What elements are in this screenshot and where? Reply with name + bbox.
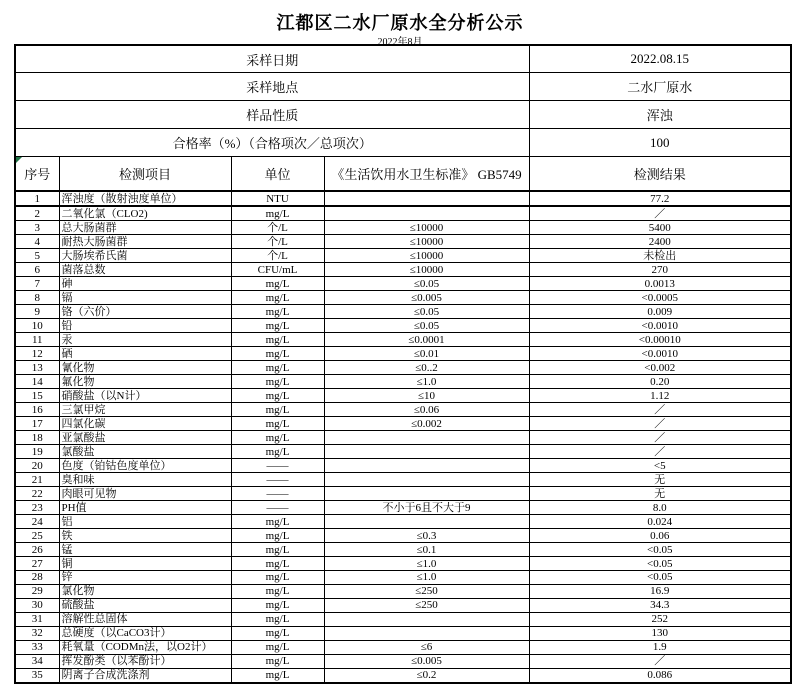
table-row — [15, 277, 791, 291]
cell-unit: mg/L — [231, 431, 324, 445]
info-row-sample-date — [15, 45, 791, 73]
cell-item: 砷 — [59, 277, 231, 291]
cell-unit: mg/L — [231, 612, 324, 626]
table-row — [15, 206, 791, 221]
cell-result: <0.00010 — [529, 333, 791, 347]
cell-item: 硒 — [59, 347, 231, 361]
cell-unit: mg/L — [231, 206, 324, 221]
table-row — [15, 305, 791, 319]
cell-standard: ≤250 — [324, 584, 529, 598]
cell-standard: ≤10000 — [324, 235, 529, 249]
cell-result: 34.3 — [529, 598, 791, 612]
cell-item: 肉眼可见物 — [59, 487, 231, 501]
cell-unit: CFU/mL — [231, 263, 324, 277]
cell-seq: 15 — [15, 389, 59, 403]
cell-seq: 4 — [15, 235, 59, 249]
cell-item: 铁 — [59, 529, 231, 543]
cell-unit: mg/L — [231, 445, 324, 459]
cell-unit: 个/L — [231, 249, 324, 263]
cell-result: 无 — [529, 473, 791, 487]
cell-unit: mg/L — [231, 640, 324, 654]
table-row — [15, 235, 791, 249]
cell-seq: 32 — [15, 626, 59, 640]
cell-result: 无 — [529, 487, 791, 501]
cell-standard — [324, 431, 529, 445]
cell-standard — [324, 445, 529, 459]
cell-seq: 35 — [15, 668, 59, 683]
cell-item: 耐热大肠菌群 — [59, 235, 231, 249]
cell-standard — [324, 206, 529, 221]
table-row — [15, 417, 791, 431]
table-row — [15, 459, 791, 473]
cell-unit: —— — [231, 459, 324, 473]
cell-unit: 个/L — [231, 235, 324, 249]
cell-seq: 12 — [15, 347, 59, 361]
cell-unit: mg/L — [231, 375, 324, 389]
cell-seq: 1 — [15, 191, 59, 206]
cell-result: ／ — [529, 654, 791, 668]
info-section — [15, 45, 791, 191]
page-title: 江都区二水厂原水全分析公示 — [276, 13, 524, 33]
cell-seq: 28 — [15, 571, 59, 585]
table-row — [15, 543, 791, 557]
table-row — [15, 473, 791, 487]
cell-seq: 19 — [15, 445, 59, 459]
cell-unit: mg/L — [231, 515, 324, 529]
cell-standard: ≤1.0 — [324, 571, 529, 585]
cell-seq: 34 — [15, 654, 59, 668]
page-subtitle: 2022年8月 — [377, 37, 423, 48]
cell-item: 挥发酚类（以苯酚计） — [59, 654, 231, 668]
table-row — [15, 291, 791, 305]
cell-result: <0.0005 — [529, 291, 791, 305]
cell-unit: mg/L — [231, 361, 324, 375]
cell-result: 未检出 — [529, 249, 791, 263]
pass-rate-label: 合格率（%）（合格项次／总项次） — [15, 129, 529, 157]
cell-seq: 13 — [15, 361, 59, 375]
cell-seq: 3 — [15, 221, 59, 235]
cell-seq: 14 — [15, 375, 59, 389]
cell-item: 浑浊度（散射浊度单位） — [59, 191, 231, 206]
cell-unit: mg/L — [231, 347, 324, 361]
cell-item: 硝酸盐（以N计） — [59, 389, 231, 403]
cell-seq: 10 — [15, 319, 59, 333]
cell-seq: 17 — [15, 417, 59, 431]
cell-unit: mg/L — [231, 584, 324, 598]
cell-result: 0.086 — [529, 668, 791, 683]
cell-result: <5 — [529, 459, 791, 473]
cell-seq: 20 — [15, 459, 59, 473]
cell-item: 铜 — [59, 557, 231, 571]
cell-unit: mg/L — [231, 319, 324, 333]
cell-item: 总硬度（以CaCO3计） — [59, 626, 231, 640]
cell-seq: 31 — [15, 612, 59, 626]
cell-unit: mg/L — [231, 529, 324, 543]
info-row-sample-nature — [15, 101, 791, 129]
cell-result: <0.002 — [529, 361, 791, 375]
cell-unit: 个/L — [231, 221, 324, 235]
cell-item: 氯化物 — [59, 584, 231, 598]
cell-result: 8.0 — [529, 501, 791, 515]
cell-standard — [324, 515, 529, 529]
cell-item: 铅 — [59, 319, 231, 333]
cell-result: 5400 — [529, 221, 791, 235]
cell-item: 四氯化碳 — [59, 417, 231, 431]
cell-result: ／ — [529, 206, 791, 221]
table-row — [15, 389, 791, 403]
table-row — [15, 557, 791, 571]
cell-seq: 6 — [15, 263, 59, 277]
header-standard: 《生活饮用水卫生标准》 GB5749 — [324, 157, 529, 191]
cell-unit: mg/L — [231, 557, 324, 571]
cell-standard — [324, 459, 529, 473]
cell-seq: 22 — [15, 487, 59, 501]
cell-standard: ≤10 — [324, 389, 529, 403]
cell-item: 耗氧量（CODMn法，以O2计） — [59, 640, 231, 654]
cell-result: 270 — [529, 263, 791, 277]
sample-location-label: 采样地点 — [15, 73, 529, 101]
cell-seq: 25 — [15, 529, 59, 543]
sample-date-label: 采样日期 — [15, 45, 529, 73]
cell-seq: 11 — [15, 333, 59, 347]
cell-unit: mg/L — [231, 571, 324, 585]
cell-standard: ≤0.06 — [324, 403, 529, 417]
cell-item: 溶解性总固体 — [59, 612, 231, 626]
cell-standard: ≤0.005 — [324, 654, 529, 668]
sample-location-value: 二水厂原水 — [529, 73, 791, 101]
cell-standard: ≤10000 — [324, 249, 529, 263]
cell-unit: —— — [231, 473, 324, 487]
cell-unit: mg/L — [231, 626, 324, 640]
table-row — [15, 249, 791, 263]
cell-item: 臭和味 — [59, 473, 231, 487]
green-corner-marker-icon — [16, 157, 22, 163]
cell-unit: NTU — [231, 191, 324, 206]
cell-unit: —— — [231, 501, 324, 515]
cell-standard: ≤1.0 — [324, 557, 529, 571]
cell-unit: mg/L — [231, 333, 324, 347]
cell-item: 铝 — [59, 515, 231, 529]
cell-standard: ≤0.3 — [324, 529, 529, 543]
cell-standard: ≤6 — [324, 640, 529, 654]
cell-item: 总大肠菌群 — [59, 221, 231, 235]
cell-unit: mg/L — [231, 403, 324, 417]
cell-standard: ≤1.0 — [324, 375, 529, 389]
table-row — [15, 668, 791, 683]
water-analysis-table — [14, 44, 792, 684]
cell-result: 1.9 — [529, 640, 791, 654]
cell-item: 锌 — [59, 571, 231, 585]
header-result: 检测结果 — [529, 157, 791, 191]
cell-seq: 33 — [15, 640, 59, 654]
cell-result: <0.0010 — [529, 347, 791, 361]
cell-item: 色度（铂钴色度单位） — [59, 459, 231, 473]
cell-result: 16.9 — [529, 584, 791, 598]
table-row — [15, 431, 791, 445]
cell-seq: 2 — [15, 206, 59, 221]
header-item: 检测项目 — [59, 157, 231, 191]
table-row — [15, 445, 791, 459]
pass-rate-value: 100 — [529, 129, 791, 157]
cell-standard: ≤0.05 — [324, 277, 529, 291]
cell-item: 氰化物 — [59, 361, 231, 375]
table-row — [15, 263, 791, 277]
table-row — [15, 626, 791, 640]
cell-item: 锰 — [59, 543, 231, 557]
cell-seq: 26 — [15, 543, 59, 557]
cell-standard: ≤0.002 — [324, 417, 529, 431]
table-row — [15, 612, 791, 626]
cell-unit: mg/L — [231, 305, 324, 319]
cell-seq: 16 — [15, 403, 59, 417]
table-row — [15, 640, 791, 654]
cell-item: 大肠埃希氏菌 — [59, 249, 231, 263]
table-row — [15, 584, 791, 598]
cell-standard: ≤0.05 — [324, 319, 529, 333]
cell-standard: ≤0.005 — [324, 291, 529, 305]
table-row — [15, 347, 791, 361]
header-unit: 单位 — [231, 157, 324, 191]
table-row — [15, 515, 791, 529]
table-header-row — [15, 157, 791, 191]
cell-item: PH值 — [59, 501, 231, 515]
cell-item: 氟化物 — [59, 375, 231, 389]
cell-item: 硫酸盐 — [59, 598, 231, 612]
info-row-sample-location — [15, 73, 791, 101]
cell-standard — [324, 473, 529, 487]
table-row — [15, 501, 791, 515]
cell-result: <0.05 — [529, 543, 791, 557]
table-row — [15, 191, 791, 206]
cell-unit: mg/L — [231, 668, 324, 683]
cell-item: 三氯甲烷 — [59, 403, 231, 417]
cell-result: 0.0013 — [529, 277, 791, 291]
table-row — [15, 598, 791, 612]
cell-result: <0.05 — [529, 571, 791, 585]
cell-seq: 9 — [15, 305, 59, 319]
cell-seq: 27 — [15, 557, 59, 571]
cell-standard: ≤0.2 — [324, 668, 529, 683]
table-row — [15, 361, 791, 375]
cell-seq: 24 — [15, 515, 59, 529]
cell-standard: ≤0.05 — [324, 305, 529, 319]
cell-unit: mg/L — [231, 543, 324, 557]
sample-nature-label: 样品性质 — [15, 101, 529, 129]
cell-seq: 29 — [15, 584, 59, 598]
cell-standard: ≤0.0001 — [324, 333, 529, 347]
cell-result: <0.0010 — [529, 319, 791, 333]
cell-standard — [324, 612, 529, 626]
cell-seq: 30 — [15, 598, 59, 612]
cell-seq: 8 — [15, 291, 59, 305]
cell-standard — [324, 191, 529, 206]
cell-standard — [324, 626, 529, 640]
cell-unit: mg/L — [231, 291, 324, 305]
table-row — [15, 319, 791, 333]
cell-unit: —— — [231, 487, 324, 501]
cell-result: ／ — [529, 403, 791, 417]
cell-seq: 5 — [15, 249, 59, 263]
cell-result: 2400 — [529, 235, 791, 249]
cell-standard: ≤10000 — [324, 221, 529, 235]
cell-standard: ≤10000 — [324, 263, 529, 277]
cell-item: 亚氯酸盐 — [59, 431, 231, 445]
cell-unit: mg/L — [231, 654, 324, 668]
measurements-body — [15, 191, 791, 683]
cell-seq: 23 — [15, 501, 59, 515]
header-seq-label: 序号 — [24, 167, 51, 183]
cell-result: 0.009 — [529, 305, 791, 319]
cell-result: 0.06 — [529, 529, 791, 543]
cell-result: 0.024 — [529, 515, 791, 529]
cell-result: ／ — [529, 417, 791, 431]
cell-unit: mg/L — [231, 389, 324, 403]
cell-item: 二氧化氯（CLO2) — [59, 206, 231, 221]
cell-seq: 18 — [15, 431, 59, 445]
cell-standard — [324, 487, 529, 501]
cell-standard: ≤0.01 — [324, 347, 529, 361]
cell-seq: 7 — [15, 277, 59, 291]
cell-standard: ≤0..2 — [324, 361, 529, 375]
cell-standard: ≤250 — [324, 598, 529, 612]
table-row — [15, 529, 791, 543]
table-row — [15, 333, 791, 347]
cell-result: <0.05 — [529, 557, 791, 571]
cell-seq: 21 — [15, 473, 59, 487]
cell-item: 阴离子合成洗涤剂 — [59, 668, 231, 683]
cell-standard: ≤0.1 — [324, 543, 529, 557]
table-row — [15, 403, 791, 417]
cell-result: 130 — [529, 626, 791, 640]
cell-result: 0.20 — [529, 375, 791, 389]
cell-item: 铬（六价） — [59, 305, 231, 319]
cell-result: 77.2 — [529, 191, 791, 206]
sample-date-value: 2022.08.15 — [529, 45, 791, 73]
table-row — [15, 571, 791, 585]
cell-result: ／ — [529, 431, 791, 445]
cell-unit: mg/L — [231, 277, 324, 291]
cell-result: 1.12 — [529, 389, 791, 403]
table-row — [15, 487, 791, 501]
info-row-pass-rate — [15, 129, 791, 157]
cell-item: 汞 — [59, 333, 231, 347]
cell-result: 252 — [529, 612, 791, 626]
table-row — [15, 375, 791, 389]
cell-item: 镉 — [59, 291, 231, 305]
table-row — [15, 654, 791, 668]
header-seq — [15, 157, 59, 191]
cell-unit: mg/L — [231, 417, 324, 431]
cell-standard: 不小于6且不大于9 — [324, 501, 529, 515]
cell-item: 菌落总数 — [59, 263, 231, 277]
cell-unit: mg/L — [231, 598, 324, 612]
cell-item: 氯酸盐 — [59, 445, 231, 459]
cell-result: ／ — [529, 445, 791, 459]
table-row — [15, 221, 791, 235]
sample-nature-value: 浑浊 — [529, 101, 791, 129]
